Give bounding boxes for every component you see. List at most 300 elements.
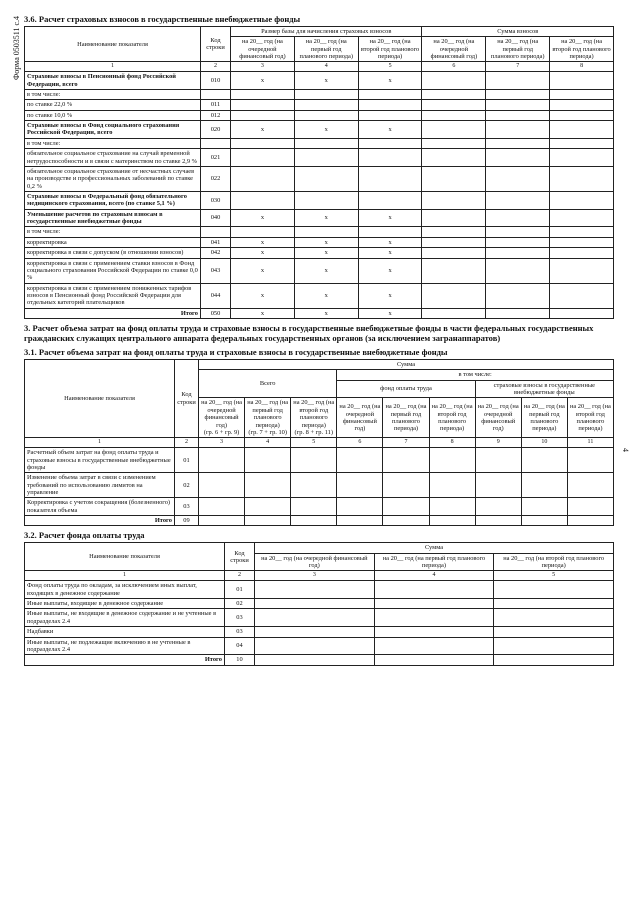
value-cell [255,599,375,609]
column-index: 6 [337,438,383,448]
row-label: Уменьшение расчетов по страховым взносам в государственные внебюджетные фонды [25,209,201,227]
value-cell [486,100,550,110]
year1-header: на 20__ год (на очередной финансовый год) [475,398,521,438]
value-cell: х [358,72,422,90]
value-cell [486,138,550,148]
year2-header: на 20__ год (на первый год планового периода) [486,37,550,62]
value-cell [358,227,422,237]
year2-header: на 20__ год (на первый год планового периода) (гр. 7 + гр. 10) [245,398,291,438]
column-index: 10 [521,438,567,448]
value-cell [486,308,550,318]
value-cell [422,90,486,100]
row-code: 02 [225,599,255,609]
column-index: 2 [175,438,199,448]
value-cell [255,581,375,599]
value-cell [486,209,550,227]
table-row [25,72,614,90]
year1-header: на 20__ год (на очередной финансовый год) [422,37,486,62]
value-cell [550,227,614,237]
value-cell [231,100,295,110]
value-cell [422,166,486,191]
value-cell [429,498,475,516]
table-row [25,209,614,227]
table-row [25,637,614,655]
value-cell [294,138,358,148]
total-label: Итого [25,308,201,318]
row-label: в том числе: [25,138,201,148]
column-index: 2 [201,62,231,72]
value-cell [422,121,486,139]
value-cell [422,100,486,110]
row-code: 041 [201,237,231,247]
table-body [25,571,614,665]
value-cell [550,258,614,283]
year3-header: на 20__ год (на второй год планового периода) [550,37,614,62]
total-label: Итого [25,655,225,665]
row-label: Иные выплаты, входящие в денежное содержание [25,599,225,609]
row-code: 042 [201,248,231,258]
index-row [25,571,614,581]
total-row [25,655,614,665]
section-3-6 [24,14,614,319]
value-cell [231,110,295,120]
value-cell [475,498,521,516]
value-cell [429,516,475,526]
value-cell [550,283,614,308]
value-cell [199,473,245,498]
value-cell [374,609,494,627]
row-code: 03 [225,609,255,627]
labor-costs-table [24,359,614,526]
column-index: 8 [429,438,475,448]
column-index: 5 [494,571,614,581]
value-cell [550,149,614,167]
row-label: корректировка в связи с применением ставки взносов в Фонд социального страхования Российской Федерации по ставке 0,0 % [25,258,201,283]
value-cell [231,227,295,237]
value-cell: х [231,121,295,139]
value-cell [358,138,422,148]
table-row [25,227,614,237]
table-row [25,448,614,473]
value-cell [550,72,614,90]
column-index: 1 [25,571,225,581]
value-cell [567,498,613,516]
value-cell: х [231,258,295,283]
table-body [25,438,614,526]
row-code: 050 [201,308,231,318]
column-index: 5 [291,438,337,448]
value-cell [475,448,521,473]
value-cell [550,192,614,210]
value-cell [486,72,550,90]
value-cell [383,516,429,526]
value-cell [231,90,295,100]
column-index: 2 [225,571,255,581]
section-3-6-title: 3.6. Расчет страховых взносов в государственные внебюджетные фонды [24,14,301,24]
row-code: 020 [201,121,231,139]
row-label: Иные выплаты, не подлежащие включению в не учтенные в подразделах 2.4 [25,637,225,655]
row-code: 010 [201,72,231,90]
table-row [25,581,614,599]
value-cell [291,498,337,516]
value-cell [245,448,291,473]
value-cell: х [294,121,358,139]
value-cell [255,627,375,637]
column-index: 1 [25,62,201,72]
value-cell [422,192,486,210]
value-cell [550,308,614,318]
value-cell [337,473,383,498]
value-cell [521,473,567,498]
value-cell [422,149,486,167]
year2-header: на 20__ год (на первый год планового периода) [521,398,567,438]
row-label: Изменение объема затрат в связи с изменением требований по использованию лимитов на управление [25,473,175,498]
value-cell: х [231,72,295,90]
column-index: 7 [383,438,429,448]
value-cell [486,90,550,100]
table-row [25,248,614,258]
value-cell [358,149,422,167]
value-cell [550,138,614,148]
row-label: Страховые взносы в Пенсионный фонд Российской Федерации, всего [25,72,201,90]
value-cell [422,248,486,258]
value-cell [294,192,358,210]
incl-header: в том числе: [337,370,614,380]
table-row [25,627,614,637]
column-index: 9 [475,438,521,448]
value-cell [374,655,494,665]
value-cell [255,655,375,665]
col-name-header: Наименование показателя [25,27,201,62]
value-cell [374,581,494,599]
row-code [201,90,231,100]
value-cell [486,237,550,247]
value-cell [521,448,567,473]
column-index: 4 [245,438,291,448]
row-label: корректировка [25,237,201,247]
value-cell [358,110,422,120]
value-cell [294,90,358,100]
value-cell [294,166,358,191]
col-name-header: Наименование показателя [25,543,225,571]
value-cell [374,627,494,637]
value-cell [494,609,614,627]
value-cell [358,166,422,191]
year1-header: на 20__ год (на очередной финансовый год) [255,553,375,571]
table-row [25,609,614,627]
value-cell: х [358,258,422,283]
table-row [25,498,614,516]
value-cell: х [231,248,295,258]
value-cell: х [294,72,358,90]
sum-header: Сумма взносов [422,27,614,37]
value-cell [337,516,383,526]
column-index: 7 [486,62,550,72]
value-cell [294,227,358,237]
value-cell [550,237,614,247]
row-code: 01 [175,448,199,473]
value-cell [422,237,486,247]
row-label: Иные выплаты, не входящие в денежное содержание и не учтенные в подразделах 2.4 [25,609,225,627]
total-header: Всего [199,370,337,398]
row-code: 09 [175,516,199,526]
value-cell [486,149,550,167]
row-code [201,227,231,237]
rate-base-header: Размер базы для начисления страховых взносов [231,27,422,37]
row-label: Страховые взносы в Федеральный фонд обязательного медицинского страхования, всего (по ставке 5,1 %) [25,192,201,210]
value-cell [291,516,337,526]
row-label: по ставке 22,0 % [25,100,201,110]
value-cell [475,473,521,498]
value-cell: х [358,248,422,258]
value-cell: х [358,237,422,247]
value-cell [422,138,486,148]
row-label: Фонд оплаты труда по окладам, за исключением иных выплат, входящих в денежное содержание [25,581,225,599]
column-index: 5 [358,62,422,72]
value-cell [521,516,567,526]
value-cell [550,166,614,191]
value-cell: х [294,237,358,247]
value-cell [486,227,550,237]
index-row [25,62,614,72]
column-index: 4 [294,62,358,72]
value-cell [358,90,422,100]
table-body [25,62,614,319]
column-index: 6 [422,62,486,72]
section-3-title: 3. Расчет объема затрат на фонд оплаты труда и страховые взносы в государственные внебюджетные фонды в части федеральных государственных гражданских служащих центрального аппарата федеральных государственных органов (за исключением загранаппаратов) [24,323,594,344]
row-label: по ставке 10,0 % [25,110,201,120]
index-row [25,438,614,448]
total-row [25,516,614,526]
value-cell [291,448,337,473]
year3-header: на 20__ год (на второй год планового периода) [358,37,422,62]
form-code: Форма 0503511 с.4 [12,16,21,81]
table-row [25,237,614,247]
row-code: 040 [201,209,231,227]
value-cell [486,192,550,210]
row-code: 043 [201,258,231,283]
value-cell [567,448,613,473]
table-row [25,100,614,110]
value-cell [358,192,422,210]
value-cell [294,149,358,167]
value-cell [550,248,614,258]
value-cell [422,110,486,120]
section-3 [24,323,614,526]
value-cell: х [231,209,295,227]
value-cell [231,166,295,191]
value-cell: х [358,121,422,139]
value-cell [374,599,494,609]
table-row [25,110,614,120]
value-cell [494,655,614,665]
value-cell [255,609,375,627]
value-cell [494,627,614,637]
total-row [25,308,614,318]
year1-header: на 20__ год (на очередной финансовый год) (гр. 6 + гр. 9) [199,398,245,438]
row-code: 044 [201,283,231,308]
value-cell: х [231,237,295,247]
table-row [25,138,614,148]
table-row [25,258,614,283]
wage-fund-table [24,542,614,665]
value-cell [494,637,614,655]
value-cell [231,192,295,210]
value-cell [550,100,614,110]
value-cell [294,110,358,120]
value-cell: х [231,308,295,318]
value-cell [231,138,295,148]
value-cell: х [358,283,422,308]
column-index: 3 [255,571,375,581]
table-row [25,90,614,100]
value-cell [337,448,383,473]
table-row [25,283,614,308]
year1-header: на 20__ год (на очередной финансовый год) [337,398,383,438]
section-3-2 [24,530,614,665]
year1-header: на 20__ год (на очередной финансовый год) [231,37,295,62]
year3-header: на 20__ год (на второй год планового периода) [494,553,614,571]
value-cell: х [358,209,422,227]
value-cell [199,498,245,516]
row-code: 011 [201,100,231,110]
value-cell [494,599,614,609]
year2-header: на 20__ год (на первый год планового периода) [294,37,358,62]
table-row [25,121,614,139]
table-row [25,473,614,498]
year2-header: на 20__ год (на первый год планового периода) [383,398,429,438]
value-cell: х [294,283,358,308]
total-label: Итого [25,516,175,526]
row-label: в том числе: [25,227,201,237]
row-label: обязательное социальное страхование на случай временной нетрудоспособности и в связи с материнством по ставке 2,9 % [25,149,201,167]
value-cell [255,637,375,655]
value-cell [550,110,614,120]
value-cell [486,121,550,139]
column-index: 1 [25,438,175,448]
row-code: 04 [225,637,255,655]
row-label: в том числе: [25,90,201,100]
fot-header: фонд оплаты труда [337,380,475,398]
table-row [25,599,614,609]
value-cell: х [294,209,358,227]
value-cell [422,258,486,283]
row-code: 021 [201,149,231,167]
sum-header: Сумма [199,360,614,370]
year3-header: на 20__ год (на второй год планового периода) [567,398,613,438]
column-index: 4 [374,571,494,581]
year3-header: на 20__ год (на второй год планового периода) [429,398,475,438]
insurance-contributions-table [24,26,614,319]
value-cell [199,516,245,526]
col-code-header: Код строки [201,27,231,62]
row-label: Страховые взносы в Фонд социального страхования Российской Федерации, всего [25,121,201,139]
value-cell [550,209,614,227]
value-cell [550,121,614,139]
ins-header: страховые взносы в государственные внебюджетные фонды [475,380,613,398]
col-code-header: Код строки [225,543,255,571]
column-index: 11 [567,438,613,448]
row-code: 022 [201,166,231,191]
row-label: корректировка в связи с применением пониженных тарифов взносов в Пенсионный фонд Российской Федерации для отдельных категорий плательщиков [25,283,201,308]
value-cell [567,473,613,498]
value-cell [291,473,337,498]
value-cell [245,516,291,526]
year3-header: на 20__ год (на второй год планового периода) (гр. 8 + гр. 11) [291,398,337,438]
table-row [25,149,614,167]
value-cell [383,498,429,516]
value-cell [358,100,422,110]
row-code: 02 [175,473,199,498]
row-code: 10 [225,655,255,665]
value-cell [486,166,550,191]
value-cell: х [358,308,422,318]
column-index: 8 [550,62,614,72]
value-cell: х [294,308,358,318]
section-3-2-title: 3.2. Расчет фонда оплаты труда [24,530,145,541]
sum-header: Сумма [255,543,614,553]
value-cell [422,209,486,227]
value-cell [486,110,550,120]
column-index: 3 [231,62,295,72]
value-cell [486,258,550,283]
value-cell [294,100,358,110]
value-cell [422,72,486,90]
row-code: 012 [201,110,231,120]
value-cell [475,516,521,526]
value-cell: х [294,248,358,258]
row-label: корректировка в связи с допуском (в отношении взносов) [25,248,201,258]
value-cell [422,283,486,308]
value-cell [567,516,613,526]
value-cell [245,498,291,516]
value-cell [550,90,614,100]
value-cell: х [231,283,295,308]
section-3-1-title: 3.1. Расчет объема затрат на фонд оплаты труда и страховые взносы в государственные внебюджетные фонды [24,347,448,358]
row-code: 03 [175,498,199,516]
value-cell [383,448,429,473]
row-code [201,138,231,148]
value-cell [199,448,245,473]
row-label: Расчетный объем затрат на фонд оплаты труда и страховые взносы в государственные внебюджетные фонды [25,448,175,473]
table-row [25,166,614,191]
row-label: обязательное социальное страхование от несчастных случаев на производстве и профессиональных заболеваний по ставке 0,2 % [25,166,201,191]
row-code: 01 [225,581,255,599]
row-code: 030 [201,192,231,210]
value-cell [429,473,475,498]
value-cell: х [294,258,358,283]
col-name-header: Наименование показателя [25,360,175,438]
row-label: Корректировка с учетом сокращения (болезненного) показателя объема [25,498,175,516]
value-cell [231,149,295,167]
value-cell [494,581,614,599]
value-cell [422,308,486,318]
value-cell [374,637,494,655]
col-code-header: Код строки [175,360,199,438]
column-index: 3 [199,438,245,448]
value-cell [422,227,486,237]
table-row [25,192,614,210]
value-cell [245,473,291,498]
value-cell [383,473,429,498]
row-label: Надбавки [25,627,225,637]
value-cell [337,498,383,516]
row-code: 03 [225,627,255,637]
value-cell [486,248,550,258]
year2-header: на 20__ год (на первый год планового периода) [374,553,494,571]
value-cell [429,448,475,473]
form-content [24,10,614,895]
